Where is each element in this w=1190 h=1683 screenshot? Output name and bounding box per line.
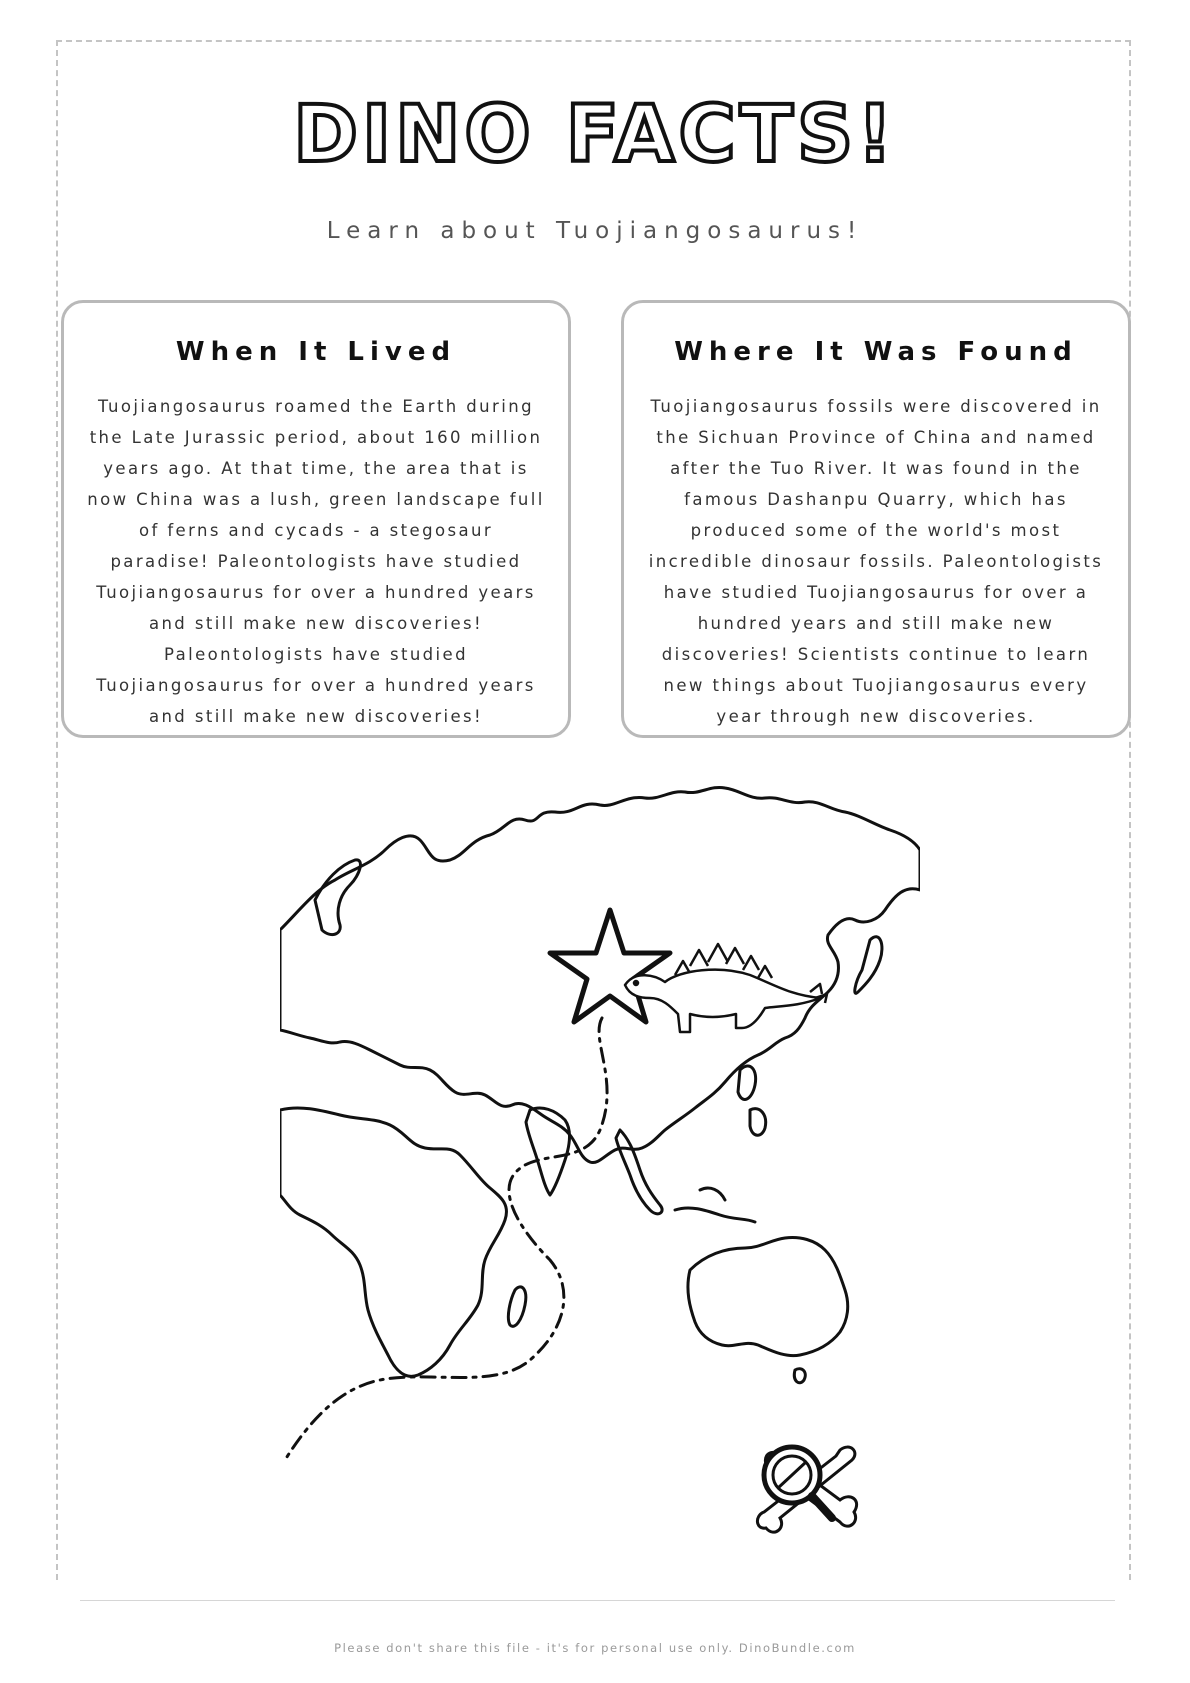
africa-outline xyxy=(280,1108,507,1376)
star-marker-icon xyxy=(550,910,670,1022)
where-found-card xyxy=(621,300,1131,738)
where-found-heading: Where It Was Found xyxy=(674,337,1078,367)
world-map-illustration xyxy=(280,770,920,1570)
japan-outline xyxy=(855,937,882,994)
when-it-lived-heading: When It Lived xyxy=(175,337,457,367)
when-it-lived-text: Tuojiangosaurus roamed the Earth during the Late Jurassic period, about 160 million years ago. At that time, the area that is now China was a lush, green landscape full of ferns and cycads - a stegosaur paradise! Paleontologists have studied Tuojiangosaurus for over a hundred years and still make new discoveries! Paleontologists have studied Tuojiangosaurus for over a hundred years and still make new discoveries! xyxy=(87,397,545,726)
where-found-text: Tuojiangosaurus fossils were discovered in the Sichuan Province of China and named after the Tuo River. It was found in the famous Dashanpu Quarry, which has produced some of the world's most incredible dinosaur fossils. Paleontologists have studied Tuojiangosaurus for over a hundred years and still make new discoveries! Scientists continue to learn new things about Tuojiangosaurus every year through new discoveries. xyxy=(648,397,1104,726)
footer-note: Please don't share this file - it's for personal use only. DinoBundle.com xyxy=(334,1641,856,1655)
when-it-lived-card xyxy=(61,300,571,738)
fossil-magnifier-icon xyxy=(757,1447,856,1532)
page-subtitle: Learn about Tuojiangosaurus! xyxy=(326,218,864,244)
southeast-asia-outline xyxy=(616,1130,662,1214)
australia-outline xyxy=(688,1238,848,1356)
footer-divider xyxy=(80,1600,1115,1601)
madagascar-outline xyxy=(508,1287,525,1326)
india-outline xyxy=(526,1108,570,1195)
page-title: DINO FACTS! xyxy=(293,90,897,180)
tasmania-outline xyxy=(794,1369,805,1383)
indonesia-islands-outline xyxy=(675,1066,766,1222)
